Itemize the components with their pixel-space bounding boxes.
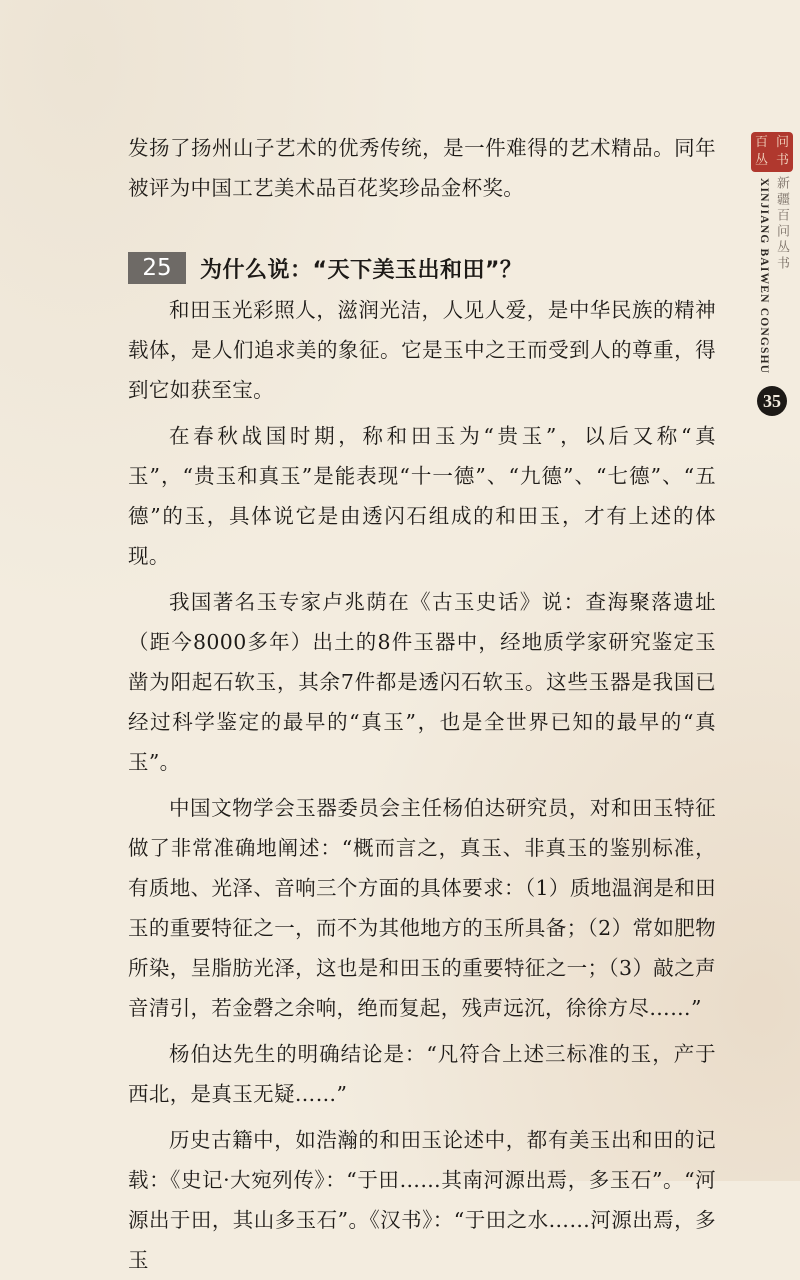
paragraph: 和田玉光彩照人，滋润光洁，人见人爱，是中华民族的精神载体，是人们追求美的象征。它是玉中之王而受到人的尊重，得到它如获至宝。 — [128, 298, 716, 402]
paragraph: 我国著名玉专家卢兆荫在《古玉史话》说：查海聚落遗址（距今8000多年）出土的8件玉器中，经地质学家研究鉴定玉凿为阳起石软玉，其余7件都是透闪石软玉。这些玉器是我国已经过科学鉴定的最早的“真玉”，也是全世界已知的最早的“真玉”。 — [128, 590, 716, 774]
series-logo — [751, 132, 793, 172]
text-line: 发扬了扬州山子艺术的优秀传统，是一件难得的艺术精品。同年 — [128, 136, 716, 160]
logo-char: 百 — [754, 135, 768, 150]
paragraph: 中国文物学会玉器委员会主任杨伯达研究员，对和田玉特征做了非常准确地阐述：“概而言之，真玉、非真玉的鉴别标准，有质地、光泽、音响三个方面的具体要求：（1）质地温润是和田玉的重要特征之一，而不为其他地方的玉所具备；（2）常如肥物所染，呈脂肪光泽，这也是和田玉的重要特征之一；（3）敲之声音清引，若金磬之余响，绝而复起，残声远沉，徐徐方尽……” — [128, 796, 716, 1020]
logo-char: 问 — [775, 135, 789, 150]
section-heading — [128, 248, 522, 288]
paragraph: 在春秋战国时期，称和田玉为“贵玉”，以后又称“真玉”，“贵玉和真玉”是能表现“十一德”、“九德”、“七德”、“五德”的玉，具体说它是由透闪石组成的和田玉，才有上述的体现。 — [128, 424, 716, 568]
section-number: 25 — [128, 252, 186, 284]
paragraph: 杨伯达先生的明确结论是：“凡符合上述三标准的玉，产于西北，是真玉无疑……” — [128, 1042, 716, 1106]
series-name-english: XINJIANG BAIWEN CONGSHU — [758, 178, 770, 375]
series-name-chinese: 新疆百问丛书 — [774, 176, 789, 272]
page-number: 35 — [757, 386, 787, 416]
logo-char: 丛 — [754, 153, 768, 168]
paragraph: 历史古籍中，如浩瀚的和田玉论述中，都有美玉出和田的记载：《史记·大宛列传》：“于田……其南河源出焉，多玉石”。“河源出于田，其山多玉石”。《汉书》：“于田之水……河源出焉，多玉 — [128, 1128, 716, 1272]
section-body — [128, 290, 716, 1280]
logo-char: 书 — [775, 153, 789, 168]
text-line: 被评为中国工艺美术品百花奖珍品金杯奖。 — [128, 176, 525, 200]
continued-text — [128, 128, 716, 208]
section-title: 为什么说：“天下美玉出和田”？ — [200, 257, 523, 283]
